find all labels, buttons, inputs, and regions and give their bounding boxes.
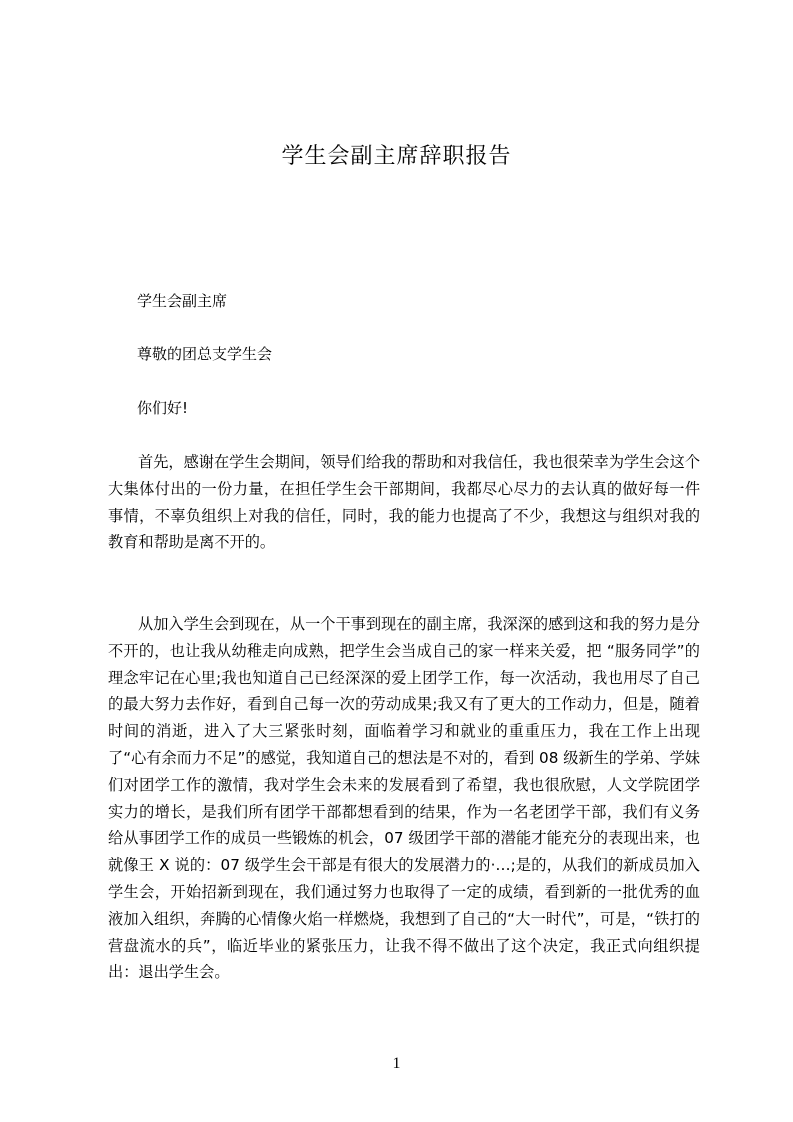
recipient-line: 尊敬的团总支学生会 [137,345,273,363]
greeting-line: 你们好! [137,399,189,417]
body-paragraph-2: 从加入学生会到现在，从一个干事到现在的副主席，我深深的感到这和我的努力是分不开的，也让我从幼稚走向成熟，把学生会当成自己的家一样来关爱，把 “服务同学”的理念牢记在心里;我也知道自己已经深深的爱上团学工作，每一次活动，我也用尽了自己的最大努力去作好，看到自己每一次的劳动成果;我又有了更大的工作动力，但是，随着时间的消逝，进入了大三紧张时刻，面临着学习和就业的重重压力，我在工作上出现了“心有余而力不足”的感觉，我知道自己的想法是不对的，看到 08 级新生的学弟、学妹们对团学工作的激情，我对学生会未来的发展看到了希望，我也很欣慰，人文学院团学实力的增长，是我们所有团学干部都想看到的结果，作为一名老团学干部，我们有义务给从事团学工作的成员一些锻炼的机会，07 级团学干部的潜能才能充分的表现出来，也就像王 X 说的：07 级学生会干部是有很大的发展潜力的·…;是的，从我们的新成员加入学生会，开始招新到现在，我们通过努力也取得了一定的成绩，看到新的一批优秀的血液加入组织，奔腾的心情像火焰一样燃烧，我想到了自己的“大一时代”，可是，“铁打的营盘流水的兵”，临近毕业的紧张压力，让我不得不做出了这个决定，我正式向组织提出：退出学生会。 [108,615,700,982]
document-title: 学生会副主席辞职报告 [281,144,512,169]
page-number: 1 [392,1055,401,1072]
position-line: 学生会副主席 [137,292,228,310]
body-paragraph-1: 首先，感谢在学生会期间，领导们给我的帮助和对我信任，我也很荣幸为学生会这个大集体付出的一份力量，在担任学生会干部期间，我都尽心尽力的去认真的做好每一件事情，不辜负组织上对我的信任，同时，我的能力也提高了不少，我想这与组织对我的教育和帮助是离不开的。 [108,453,700,552]
